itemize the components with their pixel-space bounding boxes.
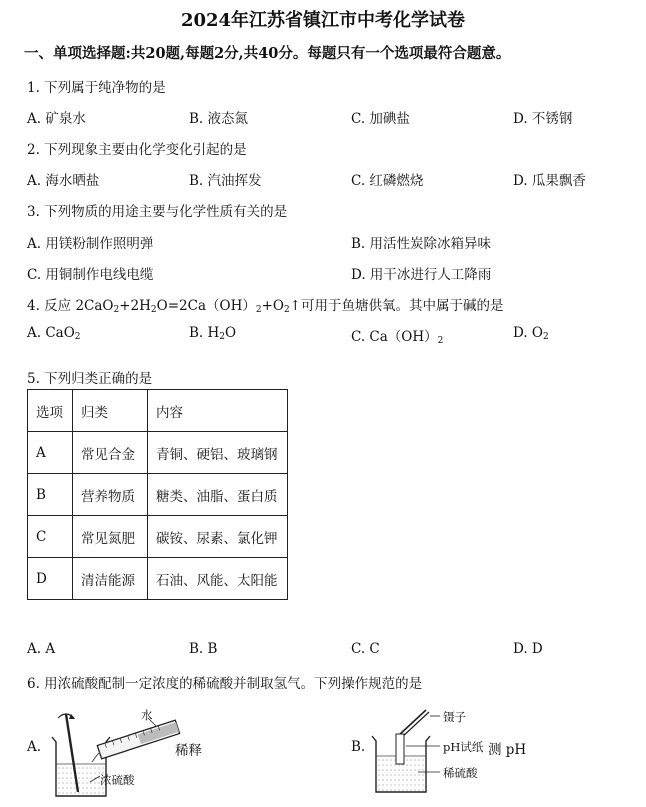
q4-option-b[interactable]: B. $H_2O$: [189, 325, 237, 342]
question-6-stem: 6. 用浓硫酸配制一定浓度的稀硫酸并制取氢气。下列操作规范的是: [27, 676, 423, 692]
q3-option-d[interactable]: D. 用干冰进行人工降雨: [351, 267, 492, 283]
table-row: [28, 474, 288, 516]
ph-paper-label: pH试纸: [443, 740, 484, 754]
table-cell: 清洁能源: [73, 558, 148, 600]
water-label: 水: [141, 708, 153, 722]
q2-option-a[interactable]: A. 海水晒盐: [27, 173, 100, 189]
q5-option-a[interactable]: A. A: [27, 641, 56, 657]
q4-option-d[interactable]: D. $O_2$: [513, 325, 549, 342]
page-title: 2024年江苏省镇江市中考化学试卷: [180, 10, 466, 31]
q1-option-d[interactable]: D. 不锈钢: [513, 111, 573, 127]
table-cell: D: [28, 558, 73, 600]
table-cell: 糖类、油脂、蛋白质: [148, 474, 288, 516]
dilute-acid-label: 稀硫酸: [443, 766, 478, 780]
table-cell: C: [28, 516, 73, 558]
table-cell: 碳铵、尿素、氯化钾: [148, 516, 288, 558]
q1-option-a[interactable]: A. 矿泉水: [27, 111, 86, 127]
q3-option-b[interactable]: B. 用活性炭除冰箱异味: [351, 236, 492, 252]
q1-option-b[interactable]: B. 液态氮: [189, 111, 249, 127]
q1-option-c[interactable]: C. 加碘盐: [351, 111, 410, 127]
table-header-row: [28, 390, 288, 432]
tweezers-label: 镊子: [443, 710, 466, 724]
table-row: [28, 516, 288, 558]
question-5-stem: 5. 下列归类正确的是: [27, 371, 153, 387]
q4-option-a[interactable]: A. CaO$_2$: [27, 325, 81, 342]
q5-option-d[interactable]: D. D: [513, 641, 543, 657]
measure-ph-label: 测 pH: [488, 742, 527, 758]
table-cell: 石油、风能、太阳能: [148, 558, 288, 600]
q3-option-c[interactable]: C. 用铜制作电线电缆: [27, 267, 154, 283]
concentrated-acid-label: 浓硫酸: [100, 773, 135, 787]
ph-test-diagram: [368, 706, 448, 802]
table-header-cell: 选项: [28, 390, 73, 432]
table-cell: 青铜、硬铝、玻璃钢: [148, 432, 288, 474]
table-cell: 营养物质: [73, 474, 148, 516]
q2-option-b[interactable]: B. 汽油挥发: [189, 173, 262, 189]
table-row: [28, 558, 288, 600]
classification-table: [27, 389, 288, 600]
dilute-label: 稀释: [175, 743, 202, 759]
q3-option-a[interactable]: A. 用镁粉制作照明弹: [27, 236, 154, 252]
question-1-stem: 1. 下列属于纯净物的是: [27, 80, 166, 96]
table-cell: B: [28, 474, 73, 516]
table-header-cell: 归类: [73, 390, 148, 432]
table-row: [28, 432, 288, 474]
q2-option-c[interactable]: C. 红磷燃烧: [351, 173, 424, 189]
table-cell: 常见氮肥: [73, 516, 148, 558]
q6-option-b-label[interactable]: B.: [351, 739, 366, 755]
q6-option-a-label[interactable]: A.: [27, 739, 42, 755]
q4-option-c[interactable]: C. $Ca(OH)_2$: [351, 329, 444, 346]
table-cell: 常见合金: [73, 432, 148, 474]
q5-option-c[interactable]: C. C: [351, 641, 380, 657]
question-4-stem: 4. 反应 $2CaO_2+2H_2O=2Ca(OH)_2+O_2↑$可用于鱼塘供氧。其中属于碱的是: [27, 298, 504, 315]
q5-option-b[interactable]: B. B: [189, 641, 218, 657]
table-header-cell: 内容: [148, 390, 288, 432]
question-3-stem: 3. 下列物质的用途主要与化学性质有关的是: [27, 204, 288, 220]
section-heading: 一、单项选择题:共20题,每题2分,共40分。每题只有一个选项最符合题意。: [24, 45, 511, 62]
question-2-stem: 2. 下列现象主要由化学变化引起的是: [27, 142, 247, 158]
q2-option-d[interactable]: D. 瓜果飘香: [513, 173, 586, 189]
table-cell: A: [28, 432, 73, 474]
